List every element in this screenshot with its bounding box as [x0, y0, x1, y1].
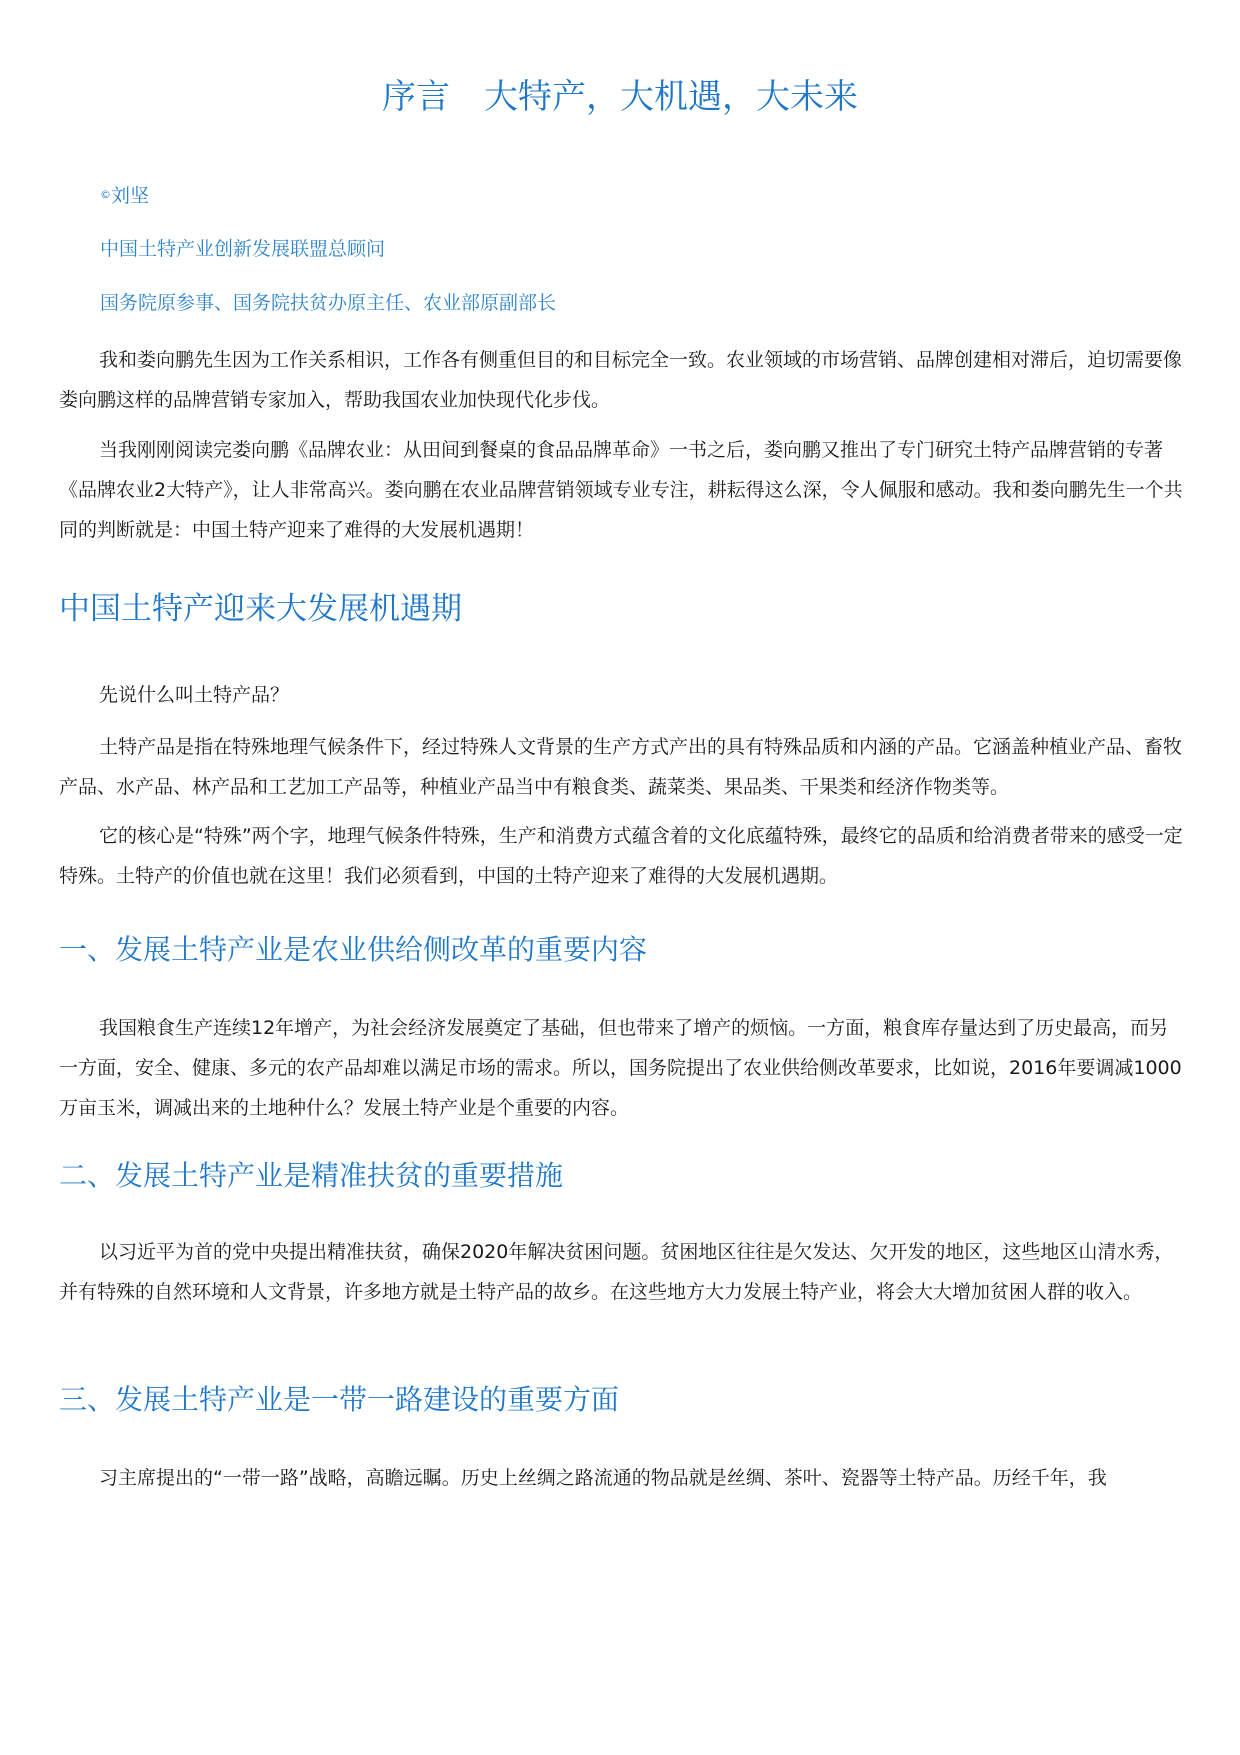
subsection-paragraph-2: 以习近平为首的党中央提出精准扶贫，确保2020年解决贫困问题。贫困地区往往是欠发达、欠开发的地区，这些地区山清水秀，并有特殊的自然环境和人文背景，许多地方就是土特产品的故乡。在这些地方大力发展土特产业，将会大大增加贫困人群的收入。: [59, 1241, 1174, 1303]
section-paragraph-1: 先说什么叫土特产品？: [99, 684, 290, 706]
section-heading: 中国土特产迎来大发展机遇期: [59, 591, 462, 627]
subsection-paragraph-1: 我国粮食生产连续12年增产，为社会经济发展奠定了基础，但也带来了增产的烦恼。一方面，粮食库存量达到了历史最高，而另一方面，安全、健康、多元的农产品却难以满足市场的需求。所以，国务院提出了农业供给侧改革要求，比如说，2016年要调减1000万亩玉米，调减出来的土地种什么？发展土特产业是个重要的内容。: [59, 1017, 1182, 1119]
subsection-paragraph-3: 习主席提出的“一带一路”战略，高瞻远瞩。历史上丝绸之路流通的物品就是丝绸、茶叶、瓷器等土特产品。历经千年，我: [99, 1467, 1107, 1489]
subsection-heading-3: 三、发展土特产业是一带一路建设的重要方面: [59, 1383, 620, 1416]
page-title: 序言 大特产，大机遇，大未来: [382, 77, 858, 117]
subsection-heading-1: 一、发展土特产业是农业供给侧改革的重要内容: [59, 933, 648, 966]
author-line: [100, 182, 149, 209]
intro-paragraph-1: 我和娄向鹏先生因为工作关系相识，工作各有侧重但目的和目标完全一致。农业领域的市场营销、品牌创建相对滞后，迫切需要像娄向鹏这样的品牌营销专家加入，帮助我国农业加快现代化步伐。: [59, 349, 1183, 411]
author-mark: ©: [100, 188, 111, 201]
subsection-heading-2: 二、发展土特产业是精准扶贫的重要措施: [59, 1159, 564, 1192]
author-role-2: 国务院原参事、国务院扶贫办原主任、农业部原副部长: [100, 292, 557, 314]
section-paragraph-2: 土特产品是指在特殊地理气候条件下，经过特殊人文背景的生产方式产出的具有特殊品质和内涵的产品。它涵盖种植业产品、畜牧产品、水产品、林产品和工艺加工产品等，种植业产品当中有粮食类、蔬菜类、果品类、干果类和经济作物类等。: [59, 736, 1183, 798]
author-role-1: 中国土特产业创新发展联盟总顾问: [100, 238, 386, 260]
section-paragraph-3: 它的核心是“特殊”两个字，地理气候条件特殊，生产和消费方式蕴含着的文化底蕴特殊，最终它的品质和给消费者带来的感受一定特殊。土特产的价值也就在这里！我们必须看到，中国的土特产迎来了难得的大发展机遇期。: [59, 825, 1183, 887]
author-name: 刘坚: [111, 185, 150, 207]
intro-paragraph-2: 当我刚刚阅读完娄向鹏《品牌农业：从田间到餐桌的食品品牌革命》一书之后，娄向鹏又推出了专门研究土特产品牌营销的专著《品牌农业2大特产》，让人非常高兴。娄向鹏在农业品牌营销领域专业专注，耕耘得这么深，令人佩服和感动。我和娄向鹏先生一个共同的判断就是：中国土特产迎来了难得的大发展机遇期！: [59, 439, 1183, 541]
